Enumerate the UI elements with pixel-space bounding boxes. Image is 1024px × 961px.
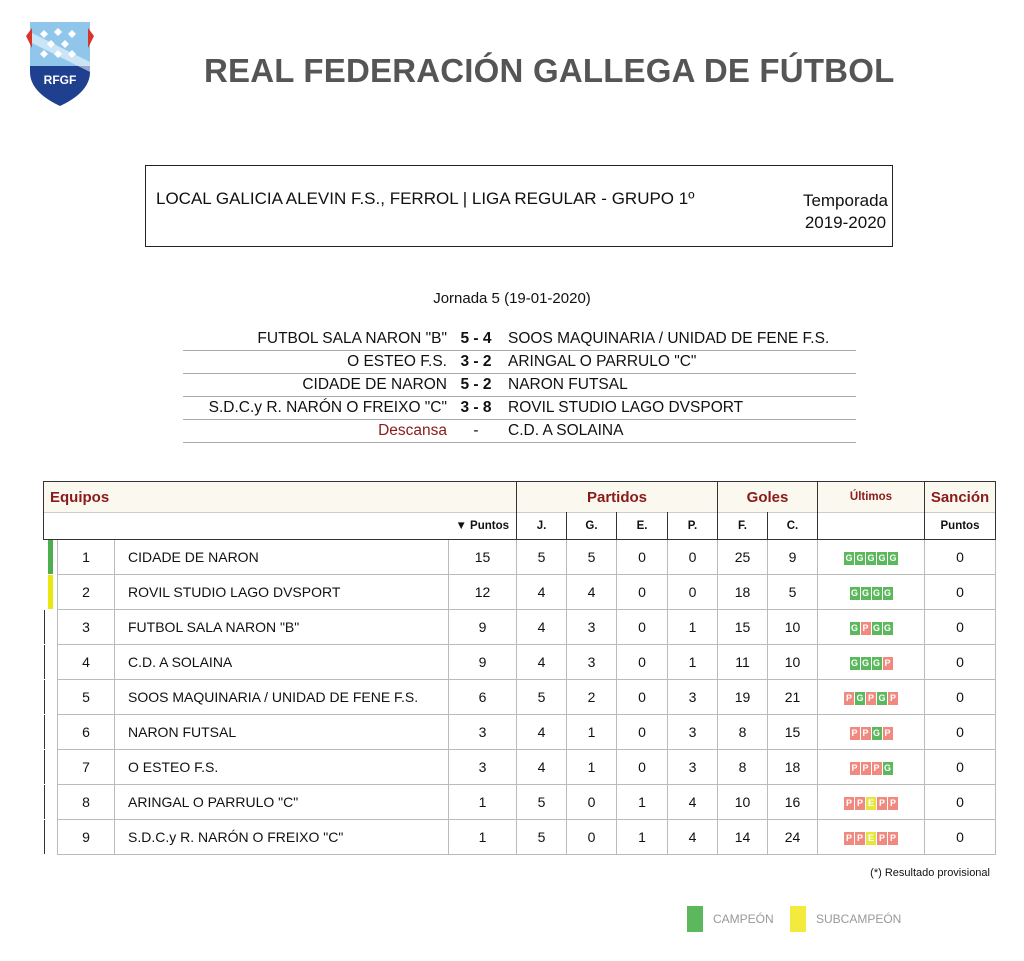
position-marker — [44, 750, 58, 785]
played: 4 — [517, 715, 567, 750]
page-title: REAL FEDERACIÓN GALLEGA DE FÚTBOL — [204, 52, 895, 89]
position-marker-bar — [44, 645, 45, 679]
legend-campeon-swatch — [687, 906, 703, 932]
lost: 0 — [668, 575, 718, 610]
result-badge: G — [878, 552, 886, 563]
won: 0 — [567, 820, 617, 855]
provisional-note: (*) Resultado provisional — [870, 867, 990, 879]
points: 1 — [449, 820, 517, 855]
match-home: FUTBOL SALA NARON "B" — [257, 330, 447, 347]
sanction-points: 0 — [925, 785, 996, 820]
sanction-points: 0 — [925, 680, 996, 715]
played: 5 — [517, 680, 567, 715]
result-badge: G — [872, 587, 880, 598]
position-marker — [44, 785, 58, 820]
header-sancion: Sanción — [925, 482, 996, 513]
drawn: 0 — [617, 540, 668, 575]
position-marker — [44, 540, 58, 575]
played: 5 — [517, 785, 567, 820]
position-marker — [44, 715, 58, 750]
sanction-points: 0 — [925, 820, 996, 855]
goals-against: 16 — [768, 785, 818, 820]
team-name[interactable]: FUTBOL SALA NARON "B" — [115, 610, 449, 645]
goals-against: 24 — [768, 820, 818, 855]
position: 2 — [58, 575, 115, 610]
played: 4 — [517, 610, 567, 645]
lost: 3 — [668, 715, 718, 750]
rfgf-logo — [24, 14, 96, 110]
match-row — [183, 397, 856, 420]
table-row — [44, 750, 996, 785]
goals-against: 21 — [768, 680, 818, 715]
result-badge: G — [856, 552, 864, 563]
played: 4 — [517, 750, 567, 785]
match-list — [183, 328, 856, 443]
result-badge: E — [867, 797, 874, 808]
match-away: C.D. A SOLAINA — [508, 422, 624, 439]
goals-for: 8 — [718, 750, 768, 785]
position: 7 — [58, 750, 115, 785]
position-marker-bar — [44, 750, 45, 784]
match-score: - — [473, 422, 479, 439]
goals-against: 5 — [768, 575, 818, 610]
position-marker — [44, 575, 58, 610]
points: 6 — [449, 680, 517, 715]
competition-name: LOCAL GALICIA ALEVIN F.S., FERROL | LIGA REGULAR - GRUPO 1º — [156, 189, 695, 208]
points: 3 — [449, 715, 517, 750]
won: 3 — [567, 645, 617, 680]
header-p: P. — [668, 513, 718, 540]
sanction-points: 0 — [925, 540, 996, 575]
match-score: 3 - 8 — [460, 399, 492, 416]
result-badge: P — [867, 692, 874, 703]
result-badge: P — [873, 762, 880, 773]
table-row — [44, 645, 996, 680]
goals-for: 25 — [718, 540, 768, 575]
position-marker — [44, 610, 58, 645]
drawn: 0 — [617, 575, 668, 610]
result-badge: P — [851, 727, 858, 738]
result-badge: P — [878, 832, 885, 843]
result-badge: P — [884, 727, 891, 738]
match-away: ROVIL STUDIO LAGO DVSPORT — [508, 399, 744, 416]
match-home: S.D.C.y R. NARÓN O FREIXO "C" — [208, 399, 447, 416]
table-row — [44, 575, 996, 610]
goals-for: 11 — [718, 645, 768, 680]
legend-subcampeon-label: SUBCAMPEÓN — [816, 912, 902, 926]
drawn: 0 — [617, 715, 668, 750]
header-c: C. — [768, 513, 818, 540]
jornada-title: Jornada 5 (19-01-2020) — [433, 290, 591, 307]
header-sancion-puntos: Puntos — [925, 513, 996, 540]
rest-label: Descansa — [378, 422, 447, 439]
result-badge: G — [845, 552, 853, 563]
team-name[interactable]: SOOS MAQUINARIA / UNIDAD DE FENE F.S. — [115, 680, 449, 715]
header-puntos-label: Puntos — [470, 520, 510, 532]
position-marker — [44, 645, 58, 680]
drawn: 1 — [617, 820, 668, 855]
legend-campeon — [687, 906, 774, 932]
match-score: 3 - 2 — [460, 353, 492, 370]
result-badge: P — [884, 657, 891, 668]
points: 12 — [449, 575, 517, 610]
points: 1 — [449, 785, 517, 820]
table-row — [44, 785, 996, 820]
goals-against: 18 — [768, 750, 818, 785]
result-badge: P — [856, 797, 863, 808]
position: 6 — [58, 715, 115, 750]
table-row — [44, 540, 996, 575]
position: 4 — [58, 645, 115, 680]
header-goles: Goles — [718, 482, 818, 513]
won: 4 — [567, 575, 617, 610]
match-away: ARINGAL O PARRULO "C" — [508, 353, 697, 370]
result-badge: G — [872, 622, 880, 633]
team-name[interactable]: ROVIL STUDIO LAGO DVSPORT — [115, 575, 449, 610]
competition-box — [145, 165, 893, 247]
team-name[interactable]: CIDADE DE NARON — [115, 540, 449, 575]
last-results — [818, 785, 925, 820]
result-badge: G — [889, 552, 897, 563]
result-badge: P — [862, 762, 869, 773]
position-marker-bar — [48, 575, 53, 609]
last-results — [818, 645, 925, 680]
result-badge: G — [883, 587, 891, 598]
legend-subcampeon — [790, 906, 901, 932]
header-ultimos-blank — [818, 513, 925, 540]
drawn: 0 — [617, 645, 668, 680]
result-badge: P — [889, 832, 896, 843]
match-score: 5 - 4 — [460, 330, 492, 347]
position-marker-bar — [44, 680, 45, 714]
header-puntos[interactable] — [449, 513, 517, 540]
goals-for: 18 — [718, 575, 768, 610]
match-row — [183, 351, 856, 374]
result-badge: G — [883, 622, 891, 633]
position-marker — [44, 820, 58, 855]
result-badge: P — [878, 797, 885, 808]
result-badge: G — [861, 657, 869, 668]
table-row — [44, 680, 996, 715]
match-row — [183, 374, 856, 397]
result-badge: P — [845, 832, 852, 843]
result-badge: P — [851, 762, 858, 773]
last-results — [818, 610, 925, 645]
played: 5 — [517, 540, 567, 575]
position: 9 — [58, 820, 115, 855]
goals-for: 19 — [718, 680, 768, 715]
result-badge: P — [862, 727, 869, 738]
won: 1 — [567, 750, 617, 785]
points: 9 — [449, 610, 517, 645]
position: 8 — [58, 785, 115, 820]
result-badge: P — [856, 832, 863, 843]
match-row — [183, 328, 856, 351]
match-home: CIDADE DE NARON — [302, 376, 447, 393]
match-away: SOOS MAQUINARIA / UNIDAD DE FENE F.S. — [508, 330, 830, 347]
team-name[interactable]: S.D.C.y R. NARÓN O FREIXO "C" — [115, 820, 449, 855]
table-row — [44, 715, 996, 750]
result-badge: G — [850, 622, 858, 633]
header-partidos: Partidos — [517, 482, 718, 513]
position: 1 — [58, 540, 115, 575]
drawn: 0 — [617, 750, 668, 785]
season-value: 2019-2020 — [804, 213, 887, 232]
result-badge: G — [867, 552, 875, 563]
lost: 0 — [668, 540, 718, 575]
points: 9 — [449, 645, 517, 680]
goals-against: 10 — [768, 645, 818, 680]
result-badge: G — [872, 727, 880, 738]
position-marker — [44, 680, 58, 715]
played: 5 — [517, 820, 567, 855]
position: 5 — [58, 680, 115, 715]
result-badge: P — [862, 622, 869, 633]
result-badge: G — [850, 657, 858, 668]
last-results — [818, 680, 925, 715]
goals-for: 15 — [718, 610, 768, 645]
won: 1 — [567, 715, 617, 750]
position-marker-bar — [48, 540, 53, 574]
lost: 4 — [668, 820, 718, 855]
goals-for: 10 — [718, 785, 768, 820]
lost: 1 — [668, 645, 718, 680]
team-name[interactable]: C.D. A SOLAINA — [115, 645, 449, 680]
lost: 3 — [668, 680, 718, 715]
lost: 4 — [668, 785, 718, 820]
points: 3 — [449, 750, 517, 785]
lost: 3 — [668, 750, 718, 785]
won: 0 — [567, 785, 617, 820]
drawn: 0 — [617, 610, 668, 645]
season-block — [803, 190, 888, 234]
goals-against: 9 — [768, 540, 818, 575]
last-results — [818, 750, 925, 785]
result-badge: G — [856, 692, 864, 703]
result-badge: P — [889, 797, 896, 808]
match-row — [183, 420, 856, 443]
drawn: 1 — [617, 785, 668, 820]
sanction-points: 0 — [925, 575, 996, 610]
legend-subcampeon-swatch — [790, 906, 806, 932]
last-results — [818, 540, 925, 575]
last-results — [818, 715, 925, 750]
header-ultimos: Últimos — [818, 482, 925, 513]
sanction-points: 0 — [925, 750, 996, 785]
position-marker-bar — [44, 715, 45, 749]
goals-against: 10 — [768, 610, 818, 645]
result-badge: G — [850, 587, 858, 598]
match-away: NARON FUTSAL — [508, 376, 628, 393]
lost: 1 — [668, 610, 718, 645]
sort-desc-icon: ▼ — [455, 520, 467, 532]
result-badge: G — [872, 657, 880, 668]
result-badge: G — [883, 762, 891, 773]
won: 5 — [567, 540, 617, 575]
sanction-points: 0 — [925, 645, 996, 680]
position: 3 — [58, 610, 115, 645]
match-home: O ESTEO F.S. — [347, 353, 447, 370]
sanction-points: 0 — [925, 610, 996, 645]
result-badge: P — [889, 692, 896, 703]
sanction-points: 0 — [925, 715, 996, 750]
table-row — [44, 820, 996, 855]
team-name[interactable]: NARON FUTSAL — [115, 715, 449, 750]
result-badge: P — [845, 797, 852, 808]
team-name[interactable]: ARINGAL O PARRULO "C" — [115, 785, 449, 820]
result-badge: G — [861, 587, 869, 598]
points: 15 — [449, 540, 517, 575]
played: 4 — [517, 645, 567, 680]
legend-campeon-label: CAMPEÓN — [713, 912, 774, 926]
logo-text: RFGF — [43, 73, 77, 87]
header-j: J. — [517, 513, 567, 540]
won: 3 — [567, 610, 617, 645]
position-marker-bar — [44, 785, 45, 819]
goals-against: 15 — [768, 715, 818, 750]
drawn: 0 — [617, 680, 668, 715]
header-f: F. — [718, 513, 768, 540]
team-name[interactable]: O ESTEO F.S. — [115, 750, 449, 785]
match-score: 5 - 2 — [460, 376, 492, 393]
header-equipos: Equipos — [44, 482, 517, 513]
standings-table — [43, 481, 996, 855]
last-results — [818, 820, 925, 855]
played: 4 — [517, 575, 567, 610]
last-results — [818, 575, 925, 610]
goals-for: 8 — [718, 715, 768, 750]
season-label: Temporada — [802, 191, 888, 210]
header-g: G. — [567, 513, 617, 540]
header-e: E. — [617, 513, 668, 540]
won: 2 — [567, 680, 617, 715]
position-marker-bar — [44, 610, 45, 644]
result-badge: E — [867, 832, 874, 843]
position-marker-bar — [44, 820, 45, 854]
goals-for: 14 — [718, 820, 768, 855]
result-badge: G — [878, 692, 886, 703]
result-badge: P — [845, 692, 852, 703]
table-row — [44, 610, 996, 645]
